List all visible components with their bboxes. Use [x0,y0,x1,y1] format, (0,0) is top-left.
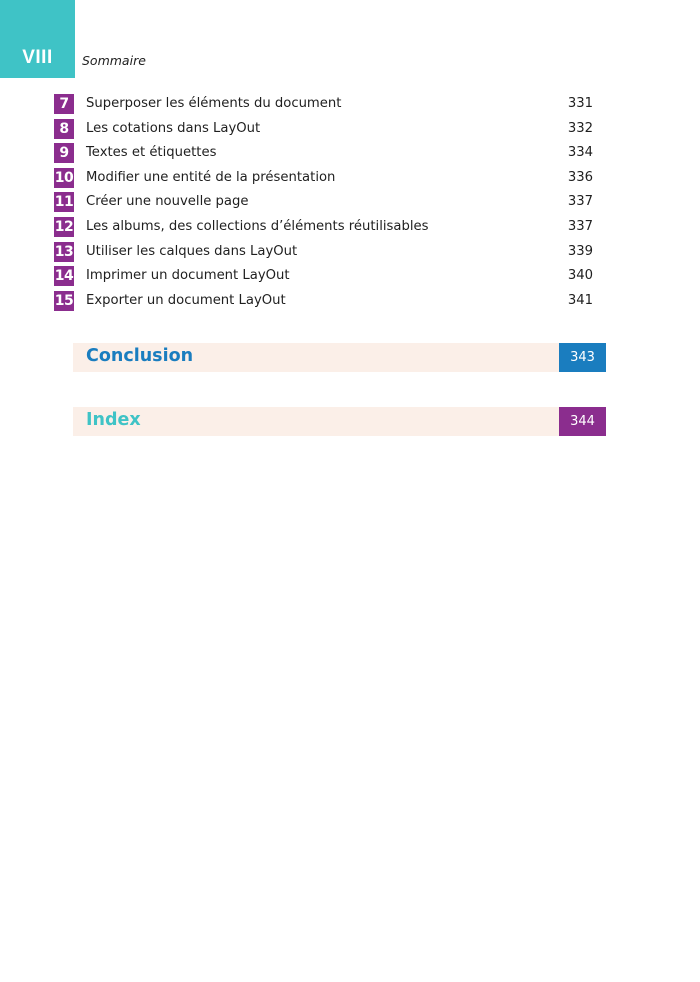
toc-title: Exporter un document LayOut [86,292,286,308]
toc-page-number: 341 [567,292,593,308]
toc-page-number: 337 [567,218,593,234]
toc-row[interactable] [54,93,596,118]
section-page-conclusion: 343 [559,343,606,372]
toc-title: Créer une nouvelle page [86,194,249,210]
section-band-conclusion [73,343,559,372]
toc-number-badge: 13 [54,243,74,260]
toc-page-number: 334 [567,145,593,161]
toc-title: Superposer les éléments du document [86,96,342,111]
toc-page-number: 332 [567,120,593,136]
toc-page-number: 331 [567,96,593,111]
toc-number-badge: 12 [54,218,74,235]
section-band-index [73,407,559,436]
page-number: VIII [22,47,53,68]
toc-page-number: 339 [567,243,593,259]
toc-number-badge: 14 [54,268,74,285]
toc-number-badge: 8 [54,119,74,139]
toc-title: Imprimer un document LayOut [86,268,290,284]
toc-title: Les albums, des collections d’éléments réutilisables [86,218,429,234]
toc-number-badge: 9 [54,143,74,163]
toc-page-number: 337 [567,194,593,210]
toc-title: Utiliser les calques dans LayOut [86,243,298,259]
section-title-conclusion[interactable]: Conclusion [86,346,194,366]
toc-page-number: 336 [567,169,593,185]
section-title-index[interactable]: Index [86,410,141,430]
section-page-index: 344 [559,407,606,436]
toc-title: Textes et étiquettes [86,145,217,161]
toc-row[interactable] [54,142,596,167]
toc-number-badge: 11 [54,194,74,211]
toc-row[interactable] [54,167,596,192]
toc-number-badge: 15 [54,292,74,309]
toc-page-number: 340 [567,268,593,284]
toc-title: Modifier une entité de la présentation [86,169,336,185]
toc-row[interactable] [54,216,596,241]
toc-row[interactable] [54,265,596,290]
toc-row[interactable] [54,290,596,315]
toc-title: Les cotations dans LayOut [86,120,261,136]
toc-number-badge: 7 [54,94,74,114]
running-head: Sommaire [82,53,146,68]
toc-number-badge: 10 [54,169,74,186]
toc-row[interactable] [54,241,596,266]
toc-row[interactable] [54,191,596,216]
toc-list [54,93,596,314]
toc-row[interactable] [54,118,596,143]
